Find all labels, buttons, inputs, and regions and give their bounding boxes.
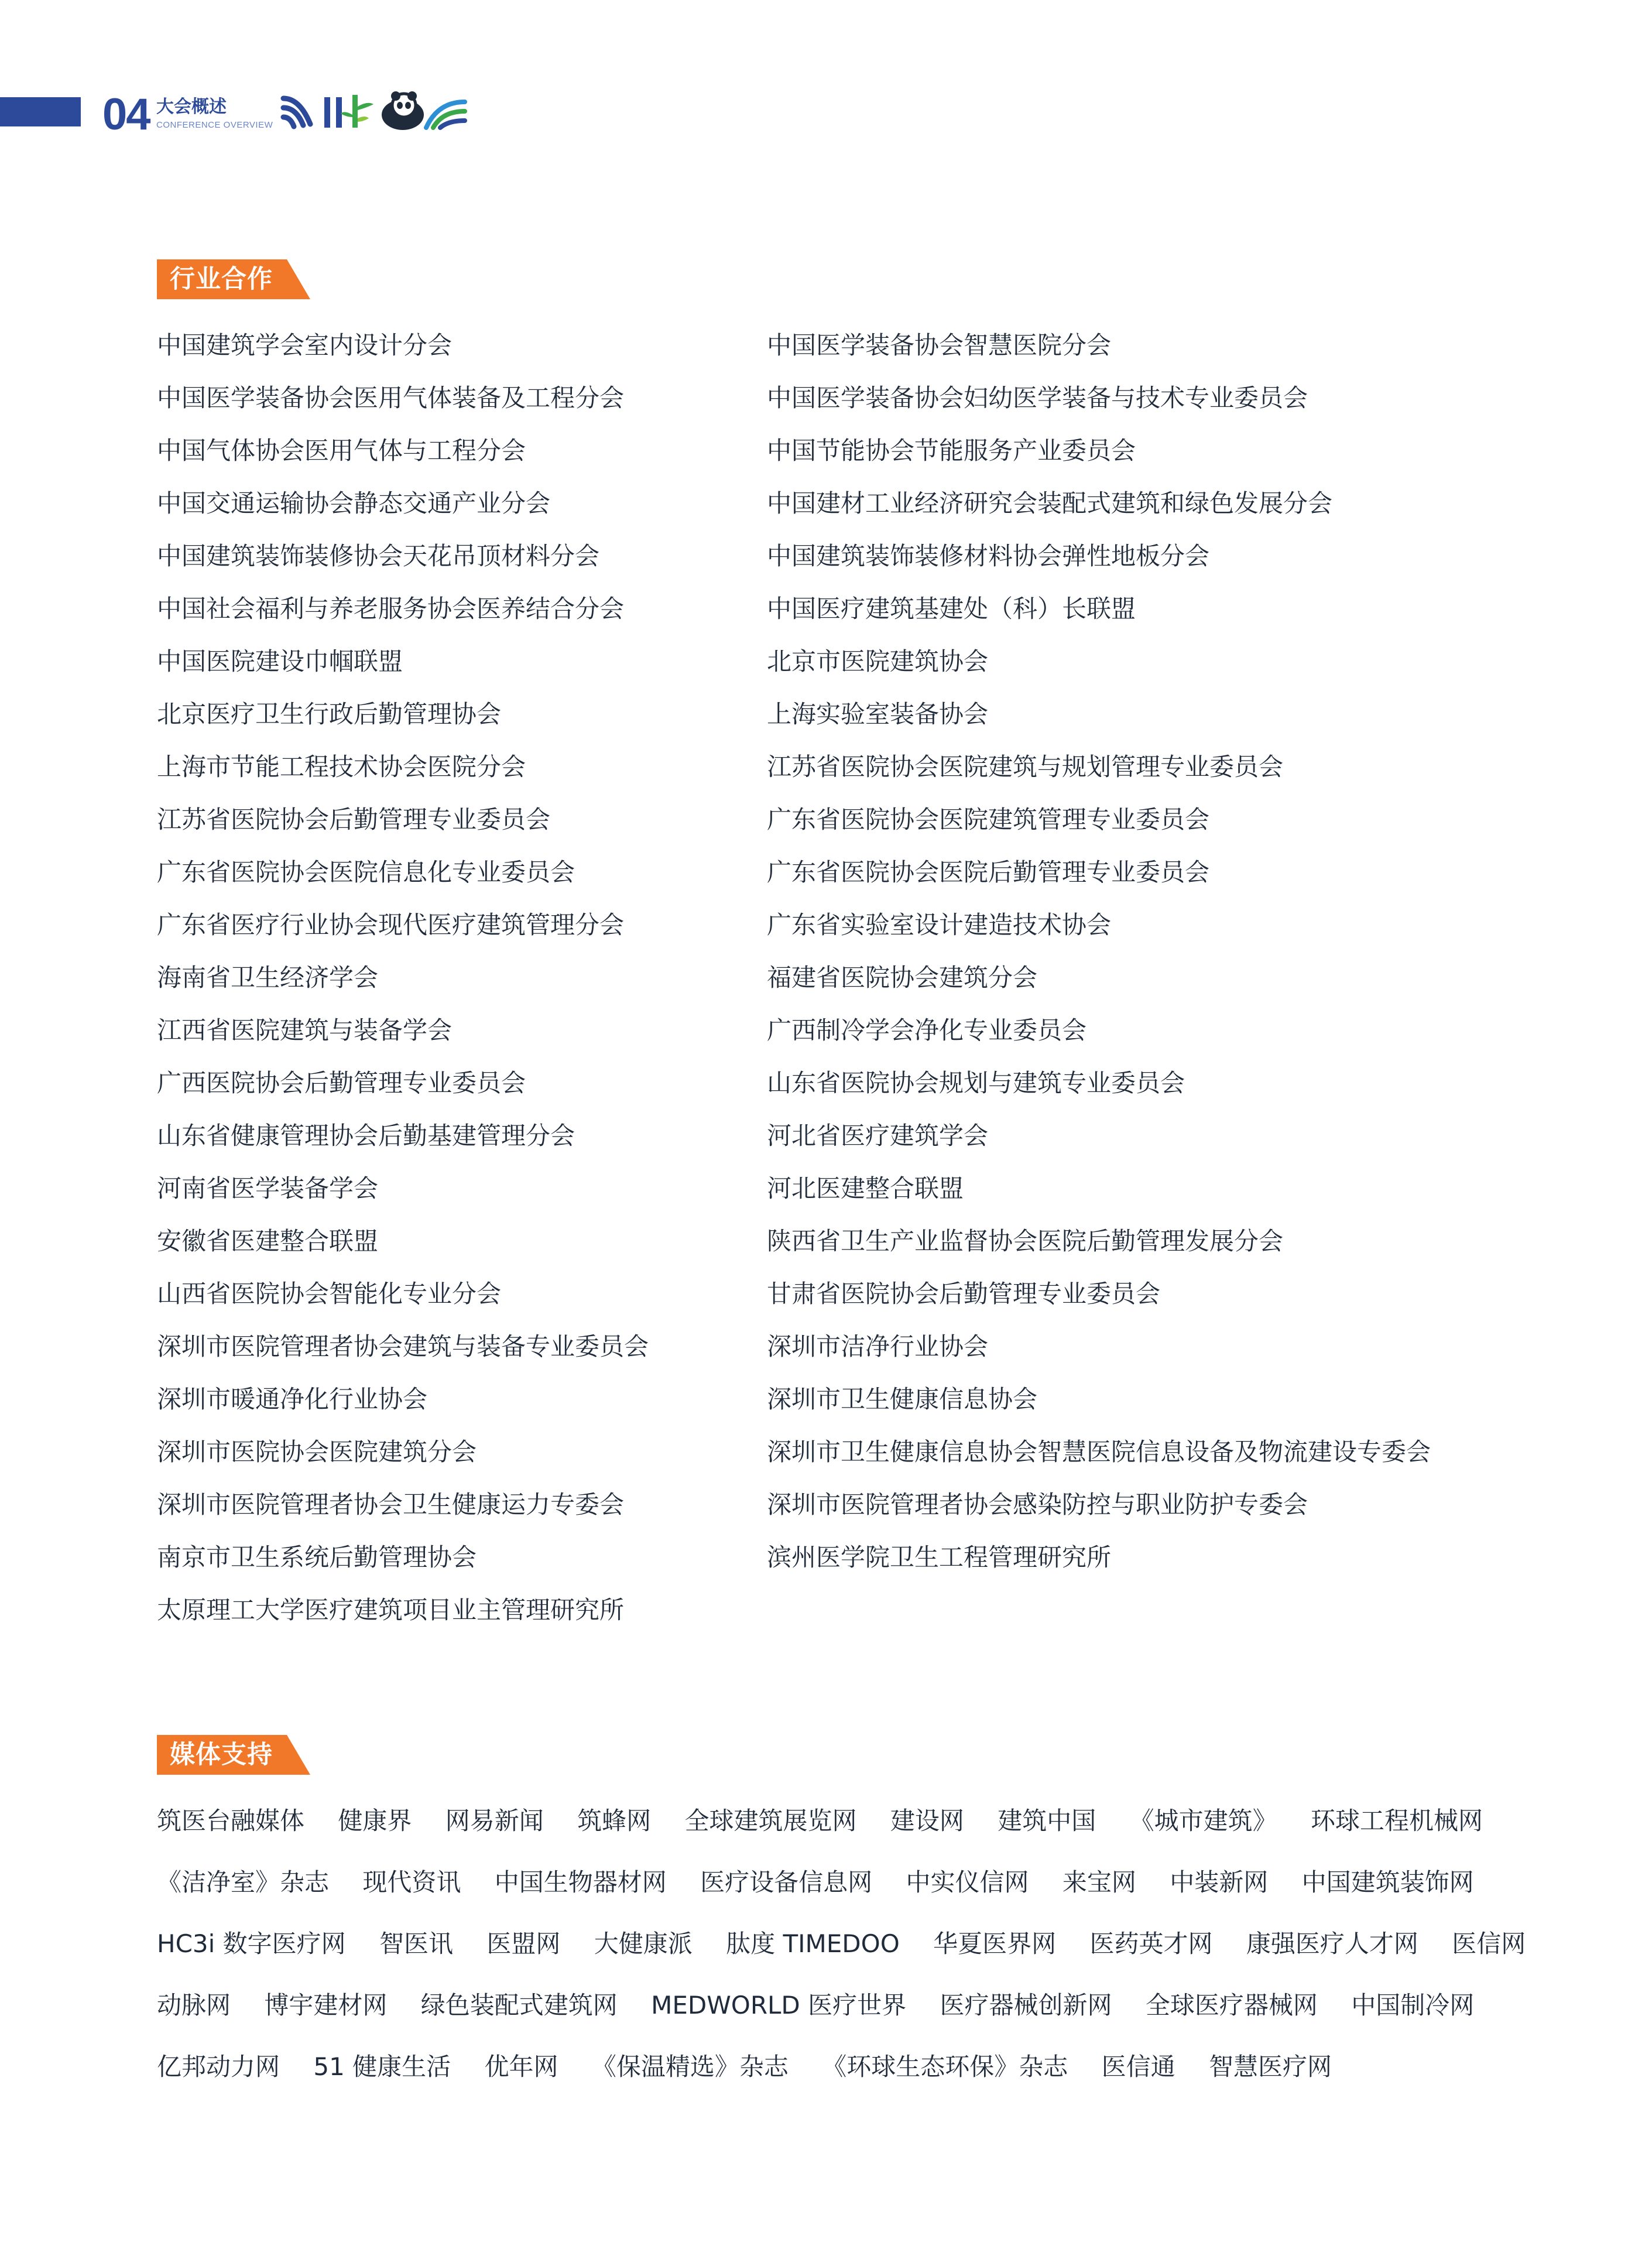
media-row-4 — [157, 1988, 1500, 2023]
list-item: 中国建材工业经济研究会装配式建筑和绿色发展分会 — [767, 489, 1333, 518]
media-item: 大健康派 — [594, 1929, 693, 1958]
media-item: 51 健康生活 — [313, 2052, 451, 2081]
list-item: 广东省医院协会医院后勤管理专业委员会 — [767, 858, 1210, 886]
list-item: 甘肃省医院协会后勤管理专业委员会 — [767, 1279, 1161, 1308]
list-item: 河南省医学装备学会 — [157, 1174, 379, 1203]
list-item: 广东省医院协会医院信息化专业委员会 — [157, 858, 575, 886]
media-item: 《保温精选》杂志 — [591, 2052, 789, 2081]
industry-list-left — [157, 328, 649, 1645]
list-item: 福建省医院协会建筑分会 — [767, 963, 1038, 992]
list-item: 山东省健康管理协会后勤基建管理分会 — [157, 1121, 575, 1150]
media-item: 现代资讯 — [362, 1868, 461, 1897]
media-section-heading — [157, 1735, 273, 1775]
list-item: 太原理工大学医疗建筑项目业主管理研究所 — [157, 1596, 625, 1624]
list-item: 广东省医疗行业协会现代医疗建筑管理分会 — [157, 911, 625, 939]
list-item: 广东省医院协会医院建筑管理专业委员会 — [767, 805, 1210, 834]
media-item: 康强医疗人才网 — [1246, 1929, 1418, 1958]
list-item: 海南省卫生经济学会 — [157, 963, 379, 992]
media-item: 《城市建筑》 — [1129, 1806, 1277, 1835]
list-item: 南京市卫生系统后勤管理协会 — [157, 1543, 477, 1572]
list-item: 江苏省医院协会后勤管理专业委员会 — [157, 805, 551, 834]
list-item: 山东省医院协会规划与建筑专业委员会 — [767, 1069, 1185, 1097]
list-item: 河北省医疗建筑学会 — [767, 1121, 989, 1150]
list-item: 中国气体协会医用气体与工程分会 — [157, 436, 526, 465]
list-item: 深圳市卫生健康信息协会 — [767, 1385, 1038, 1413]
media-item: 优年网 — [484, 2052, 558, 2081]
list-item: 中国建筑装饰装修材料协会弹性地板分会 — [767, 542, 1210, 570]
conference-logo-icon — [280, 89, 468, 135]
media-item: MEDWORLD 医疗世界 — [651, 1991, 907, 2019]
list-item: 陕西省卫生产业监督协会医院后勤管理发展分会 — [767, 1227, 1284, 1255]
list-item: 上海实验室装备协会 — [767, 700, 989, 728]
media-item: 华夏医界网 — [933, 1929, 1057, 1958]
list-item: 中国建筑装饰装修协会天花吊顶材料分会 — [157, 542, 600, 570]
media-item: 医信通 — [1101, 2052, 1175, 2081]
list-item: 深圳市医院管理者协会感染防控与职业防护专委会 — [767, 1490, 1308, 1519]
industry-list-right — [767, 328, 1431, 1593]
list-item: 广西制冷学会净化专业委员会 — [767, 1016, 1087, 1045]
list-item: 广东省实验室设计建造技术协会 — [767, 911, 1112, 939]
industry-section-heading — [157, 259, 273, 299]
list-item: 中国交通运输协会静态交通产业分会 — [157, 489, 551, 518]
list-item: 中国建筑学会室内设计分会 — [157, 331, 453, 360]
media-item: 医信网 — [1452, 1929, 1526, 1958]
media-item: 中装新网 — [1170, 1868, 1269, 1897]
media-row-1 — [157, 1803, 1509, 1839]
media-row-2 — [157, 1865, 1500, 1900]
list-item: 河北医建整合联盟 — [767, 1174, 964, 1203]
list-item: 安徽省医建整合联盟 — [157, 1227, 379, 1255]
list-item: 深圳市暖通净化行业协会 — [157, 1385, 428, 1413]
list-item: 北京医疗卫生行政后勤管理协会 — [157, 700, 502, 728]
page-number: 04 — [102, 90, 150, 139]
media-item: 中国建筑装饰网 — [1301, 1868, 1474, 1897]
media-item: 筑蜂网 — [577, 1806, 652, 1835]
media-item: 医药英才网 — [1089, 1929, 1213, 1958]
industry-heading-label: 行业合作 — [170, 265, 273, 294]
media-row-3 — [157, 1926, 1551, 1962]
media-item: 建筑中国 — [998, 1806, 1096, 1835]
media-item: 《环球生态环保》杂志 — [822, 2052, 1068, 2081]
media-item: 中实仪信网 — [906, 1868, 1029, 1897]
list-item: 中国医疗建筑基建处（科）长联盟 — [767, 594, 1136, 623]
list-item: 江西省医院建筑与装备学会 — [157, 1016, 453, 1045]
media-item: 医疗器械创新网 — [940, 1991, 1112, 2019]
media-item: 智医讯 — [379, 1929, 454, 1958]
media-item: HC3i 数字医疗网 — [157, 1929, 346, 1958]
media-heading-label: 媒体支持 — [170, 1740, 273, 1769]
list-item: 中国节能协会节能服务产业委员会 — [767, 436, 1136, 465]
list-item: 深圳市洁净行业协会 — [767, 1332, 989, 1361]
list-item: 北京市医院建筑协会 — [767, 647, 989, 676]
list-item: 深圳市医院管理者协会卫生健康运力专委会 — [157, 1490, 625, 1519]
list-item: 上海市节能工程技术协会医院分会 — [157, 752, 526, 781]
list-item: 滨州医学院卫生工程管理研究所 — [767, 1543, 1112, 1572]
list-item: 广西医院协会后勤管理专业委员会 — [157, 1069, 526, 1097]
media-item: 中国制冷网 — [1351, 1991, 1475, 2019]
media-item: 网易新闻 — [445, 1806, 544, 1835]
list-item: 中国社会福利与养老服务协会医养结合分会 — [157, 594, 625, 623]
media-item: 环球工程机械网 — [1311, 1806, 1483, 1835]
media-item: 医盟网 — [486, 1929, 561, 1958]
list-item: 深圳市医院协会医院建筑分会 — [157, 1437, 477, 1466]
section-title-zh: 大会概述 — [156, 97, 227, 117]
media-item: 《洁净室》杂志 — [157, 1868, 330, 1897]
media-item: 博宇建材网 — [264, 1991, 388, 2019]
media-item: 肽度 TIMEDOO — [726, 1929, 900, 1958]
list-item: 中国医学装备协会智慧医院分会 — [767, 331, 1112, 360]
list-item: 深圳市卫生健康信息协会智慧医院信息设备及物流建设专委会 — [767, 1437, 1431, 1466]
list-item: 江苏省医院协会医院建筑与规划管理专业委员会 — [767, 752, 1284, 781]
list-item: 中国医院建设巾帼联盟 — [157, 647, 403, 676]
media-item: 绿色装配式建筑网 — [420, 1991, 618, 2019]
media-item: 筑医台融媒体 — [157, 1806, 305, 1835]
media-item: 全球建筑展览网 — [684, 1806, 857, 1835]
media-row-5 — [157, 2049, 1358, 2084]
list-item: 山西省医院协会智能化专业分会 — [157, 1279, 502, 1308]
media-item: 亿邦动力网 — [157, 2052, 280, 2081]
media-item: 智慧医疗网 — [1209, 2052, 1332, 2081]
media-item: 来宝网 — [1062, 1868, 1136, 1897]
media-item: 医疗设备信息网 — [700, 1868, 873, 1897]
media-item: 建设网 — [890, 1806, 964, 1835]
header-accent-bar — [0, 97, 81, 126]
media-item: 全球医疗器械网 — [1145, 1991, 1318, 2019]
section-title-en: CONFERENCE OVERVIEW — [156, 120, 273, 130]
media-item: 中国生物器材网 — [494, 1868, 667, 1897]
media-item: 健康界 — [338, 1806, 412, 1835]
list-item: 深圳市医院管理者协会建筑与装备专业委员会 — [157, 1332, 649, 1361]
list-item: 中国医学装备协会医用气体装备及工程分会 — [157, 384, 625, 412]
media-item: 动脉网 — [157, 1991, 231, 2019]
list-item: 中国医学装备协会妇幼医学装备与技术专业委员会 — [767, 384, 1308, 412]
